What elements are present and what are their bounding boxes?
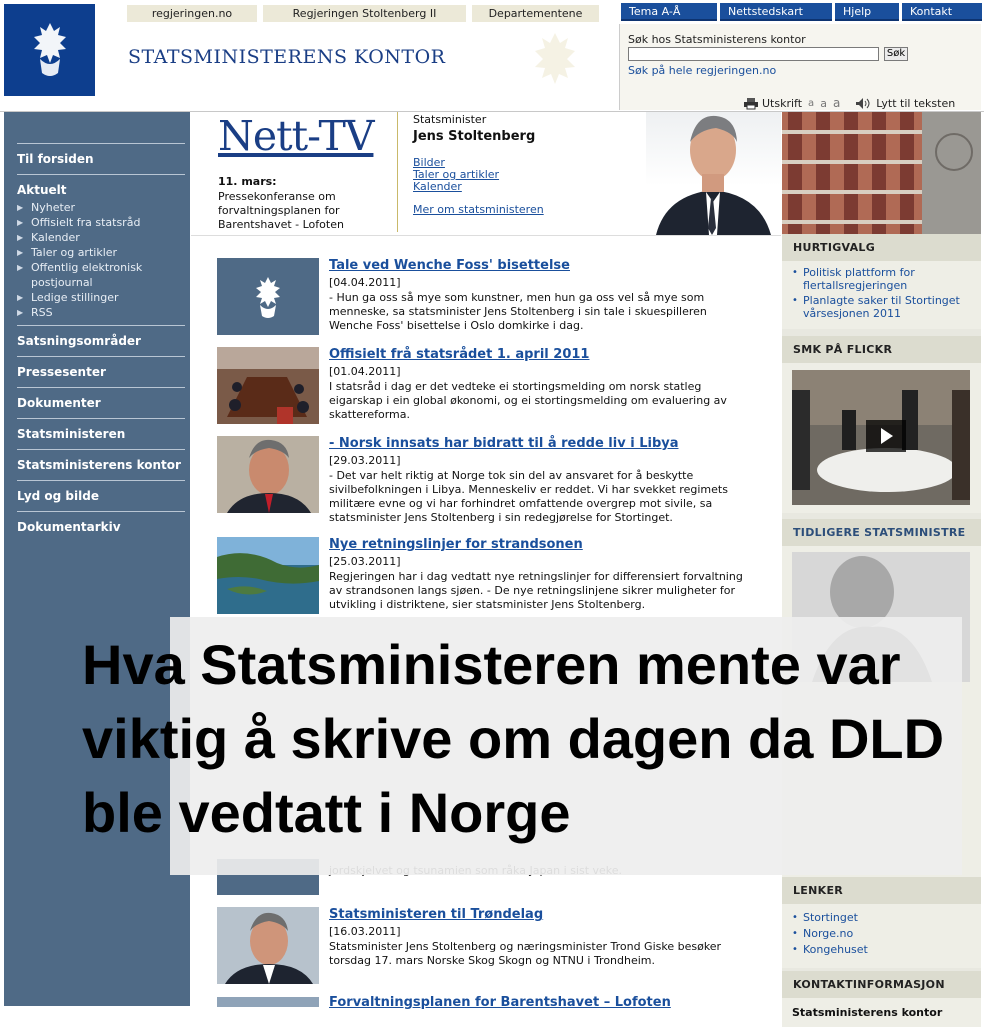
nav-sub-kalender[interactable]: ▶ Kalender xyxy=(17,231,80,244)
nav-lyd-og-bilde[interactable]: Lyd og bilde xyxy=(17,489,99,503)
news-text: - Hun ga oss så mye som kunstner, men hun ga oss vel så mye som menneske, sa statsminister Jens Stoltenberg i sin tale i skuespilleren Wenche Foss' bisettelse i Oslo domkirke i dag. xyxy=(329,291,707,332)
cabinet-meeting-image xyxy=(217,347,319,424)
nav-section-lyd xyxy=(17,480,185,511)
bullet-icon: • xyxy=(792,295,798,306)
nav-section-arkiv xyxy=(17,511,185,542)
hurtigvalg-heading: HURTIGVALG xyxy=(782,234,981,261)
news-date: [16.03.2011] xyxy=(329,925,401,938)
nav-section-satsning xyxy=(17,325,185,356)
overlay-caption: Hva Statsministeren mente var viktig å skrive om dagen da DLD ble vedtatt i Norge xyxy=(82,633,945,844)
news-text: - Det var helt riktig at Norge tok sin del av ansvaret for å beskytte sivilbefolkningen i Libya. Menneskeliv er reddet. Vi har svekket regimets militære evne og vi har forhindret omfattende overgrep mot sivile, sa statsminister Jens Stoltenberg i sin redegjørelse for Stortinget. xyxy=(329,469,728,524)
play-button[interactable] xyxy=(866,420,906,452)
arrow-icon: ▶ xyxy=(17,263,24,272)
portrait-image xyxy=(646,112,781,235)
speaker-icon[interactable] xyxy=(856,98,872,109)
news-title[interactable]: Tale ved Wenche Foss' bisettelse xyxy=(329,258,570,273)
utility-nav xyxy=(621,3,982,21)
hurtigvalg-link[interactable]: • Politisk plattform for flertallsregjeringen xyxy=(792,266,915,292)
nav-sub-taler[interactable]: ▶ Taler og artikler xyxy=(17,246,118,259)
building-image xyxy=(782,112,981,234)
news-text: I statsråd i dag er det vedteke ei stortingsmelding om norsk statleg eigarskap i ein global økonomi, og ei stortingsmelding om evaluering av skattereforma. xyxy=(329,380,727,421)
arrow-icon: ▶ xyxy=(17,293,24,302)
nav-statsministerens-kontor[interactable]: Statsministerens kontor xyxy=(17,458,181,472)
divider xyxy=(397,112,398,232)
news-thumbnail[interactable] xyxy=(217,997,319,1007)
printer-icon[interactable] xyxy=(744,98,758,109)
search-panel xyxy=(619,24,981,110)
news-text: Statsminister Jens Stoltenberg og næringsminister Trond Giske besøker torsdag 17. mars Norske Skog Skogn og NTNU i Trondheim. xyxy=(329,940,722,967)
news-date: [29.03.2011] xyxy=(329,454,401,467)
news-title[interactable]: Nye retningslinjer for strandsonen xyxy=(329,537,583,552)
tv-date: 11. mars: xyxy=(218,175,277,188)
nav-satsningsomrader[interactable]: Satsningsområder xyxy=(17,334,141,348)
flickr-video[interactable] xyxy=(792,370,970,505)
coastline-image xyxy=(217,537,319,614)
news-thumbnail[interactable] xyxy=(217,347,319,424)
building-photo xyxy=(782,112,981,234)
nav-sub-rss[interactable]: ▶ RSS xyxy=(17,306,53,319)
lenker-link-stortinget[interactable]: • Stortinget xyxy=(792,911,858,924)
site-title: STATSMINISTERENS KONTOR xyxy=(128,46,446,68)
nav-aktuelt[interactable]: Aktuelt xyxy=(17,183,67,197)
listen-link[interactable]: Lytt til teksten xyxy=(876,96,956,110)
print-row xyxy=(744,96,955,110)
lion-placeholder-icon xyxy=(248,275,288,319)
news-thumbnail[interactable] xyxy=(217,907,319,984)
news-date: [25.03.2011] xyxy=(329,555,401,568)
nav-dokumentarkiv[interactable]: Dokumentarkiv xyxy=(17,520,121,534)
top-link-departementene[interactable]: Departementene xyxy=(472,5,599,22)
nav-sub-offisielt[interactable]: ▶ Offisielt fra statsråd xyxy=(17,216,141,229)
news-thumbnail[interactable] xyxy=(217,258,319,335)
nav-pressesenter[interactable]: Pressesenter xyxy=(17,365,106,379)
bullet-icon: • xyxy=(792,912,798,923)
news-item xyxy=(217,347,757,427)
nav-section-kontor xyxy=(17,449,185,480)
print-link[interactable]: Utskrift xyxy=(762,96,803,110)
pm-label: Statsminister xyxy=(413,113,487,126)
nav-statsministeren[interactable]: Statsministeren xyxy=(17,427,126,441)
nav-dokumenter[interactable]: Dokumenter xyxy=(17,396,101,410)
news-title[interactable]: - Norsk innsats har bidratt til å redde liv i Libya xyxy=(329,436,679,451)
util-tab-tema[interactable]: Tema A-Å xyxy=(621,3,717,21)
search-input[interactable] xyxy=(628,47,879,61)
news-date: [01.04.2011] xyxy=(329,365,401,378)
news-item xyxy=(217,436,757,528)
nav-section-dokumenter xyxy=(17,387,185,418)
lenker-list xyxy=(782,904,981,968)
news-title[interactable]: Statsministeren til Trøndelag xyxy=(329,907,544,922)
search-all-link[interactable]: Søk på hele regjeringen.no xyxy=(628,64,777,77)
nav-sub-nyheter[interactable]: ▶ Nyheter xyxy=(17,201,76,214)
lenker-link-kongehuset[interactable]: • Kongehuset xyxy=(792,943,868,956)
coat-of-arms-icon xyxy=(22,19,78,81)
kontakt-heading: KONTAKTINFORMASJON xyxy=(782,971,981,998)
news-title[interactable]: Forvaltningsplanen for Barentshavet – Lofoten xyxy=(329,995,671,1010)
top-link-regjeringen[interactable]: regjeringen.no xyxy=(127,5,257,22)
top-link-stoltenberg[interactable]: Regjeringen Stoltenberg II xyxy=(263,5,466,22)
news-item xyxy=(217,907,757,987)
util-tab-kontakt[interactable]: Kontakt xyxy=(902,3,982,21)
arrow-icon: ▶ xyxy=(17,203,24,212)
pm-speaking-image xyxy=(217,436,319,513)
nav-sub-postjournal[interactable]: ▶ Offentlig elektronisk postjournal xyxy=(17,261,143,289)
arrow-icon: ▶ xyxy=(17,218,24,227)
news-thumbnail[interactable] xyxy=(217,436,319,513)
news-item xyxy=(217,258,757,338)
news-title[interactable]: Offisielt frå statsrådet 1. april 2011 xyxy=(329,347,590,362)
lenker-heading: LENKER xyxy=(782,877,981,904)
text-size-small[interactable]: a xyxy=(808,97,815,109)
play-icon xyxy=(866,420,906,452)
news-text: Regjeringen har i dag vedtatt nye retningslinjer for differensiert forvaltning av strandsonen langs sjøen. - De nye retningslinjene sikrer muligheter for utvikling i distriktene, sier statsminister Jens Stoltenberg. xyxy=(329,570,743,611)
kontakt-first-line: Statsministerens kontor xyxy=(782,998,981,1027)
bullet-icon: • xyxy=(792,267,798,278)
util-tab-hjelp[interactable]: Hjelp xyxy=(835,3,899,21)
bullet-icon: • xyxy=(792,928,798,939)
top-links xyxy=(127,5,599,22)
news-item xyxy=(217,537,757,617)
search-button[interactable]: Søk xyxy=(884,47,908,61)
pm-link-kalender[interactable]: Kalender xyxy=(413,180,462,193)
nav-sub-stillinger[interactable]: ▶ Ledige stillinger xyxy=(17,291,119,304)
text-size-large[interactable]: a xyxy=(832,96,841,110)
search-label: Søk hos Statsministerens kontor xyxy=(628,33,806,46)
news-thumbnail[interactable] xyxy=(217,537,319,614)
nav-section-statsministeren xyxy=(17,418,185,449)
lion-watermark-icon xyxy=(520,28,590,98)
pm-trondelag-image xyxy=(217,907,319,984)
arrow-icon: ▶ xyxy=(17,308,24,317)
flickr-heading: SMK PÅ FLICKR xyxy=(782,336,981,363)
tidligere-heading: TIDLIGERE STATSMINISTRE xyxy=(782,519,981,546)
news-item xyxy=(217,995,757,1010)
nav-home[interactable]: Til forsiden xyxy=(17,152,94,166)
bullet-icon: • xyxy=(792,944,798,955)
nett-tv-logo[interactable]: Nett-TV xyxy=(218,112,374,160)
flickr-box xyxy=(782,363,981,513)
site-header xyxy=(0,0,984,112)
text-size-medium[interactable]: a xyxy=(820,96,827,110)
nav-section-home xyxy=(17,143,185,174)
hurtigvalg-link[interactable]: • Planlagte saker til Stortinget vårsesjonen 2011 xyxy=(792,294,960,320)
lion-logo-icon[interactable] xyxy=(4,4,95,96)
pm-more-link[interactable]: Mer om statsministeren xyxy=(413,203,544,216)
news-date: [04.04.2011] xyxy=(329,276,401,289)
util-tab-nettstedskart[interactable]: Nettstedskart xyxy=(720,3,832,21)
nav-section-presse xyxy=(17,356,185,387)
pm-link-bilder[interactable]: Bilder xyxy=(413,156,445,169)
arrow-icon: ▶ xyxy=(17,233,24,242)
pm-link-taler[interactable]: Taler og artikler xyxy=(413,168,500,181)
pm-name: Jens Stoltenberg xyxy=(413,129,536,144)
nett-tv-banner xyxy=(191,112,781,236)
nav-section-aktuelt xyxy=(17,174,185,325)
lenker-link-norge[interactable]: • Norge.no xyxy=(792,927,854,940)
arrow-icon: ▶ xyxy=(17,248,24,257)
pm-portrait xyxy=(646,112,781,235)
tv-description[interactable]: Pressekonferanse om forvaltningsplanen for Barentshavet - Lofoten xyxy=(218,190,344,231)
left-nav xyxy=(4,112,190,1006)
hurtigvalg-list xyxy=(782,261,981,329)
